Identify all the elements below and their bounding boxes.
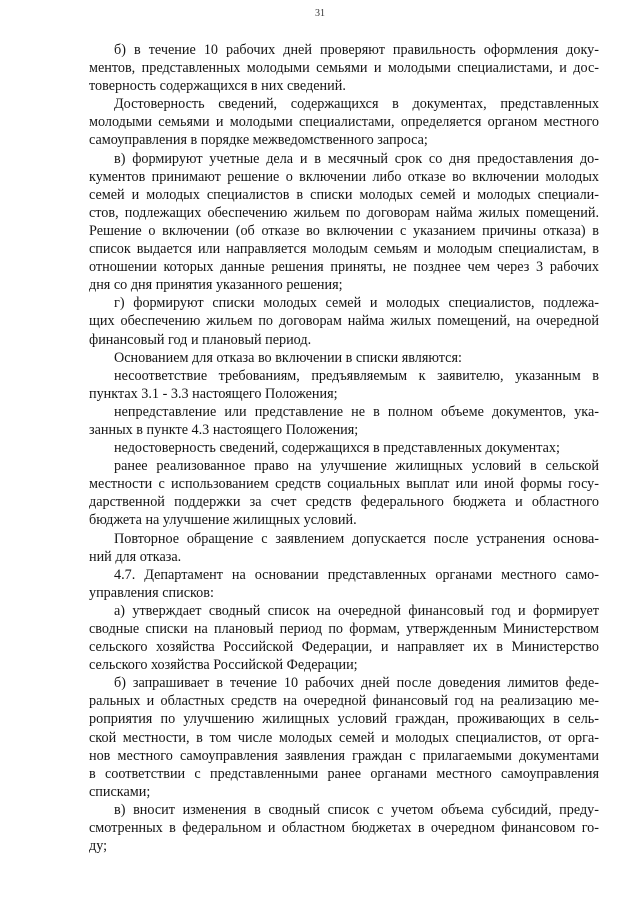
- text-line: Достоверность сведений, содержащихся в документах, представленных: [114, 96, 599, 113]
- paragraph: [89, 439, 599, 457]
- text-line: а) утверждает сводный список на очередной финансовый год и формирует: [114, 602, 599, 619]
- text-line: несоответствие требованиям, предъявляемым к заявителю, указанным в: [114, 367, 599, 384]
- paragraph: [89, 294, 599, 348]
- paragraph: [89, 403, 599, 439]
- paragraph: [89, 150, 599, 295]
- paragraph: [89, 566, 599, 602]
- text-line: Основанием для отказа во включении в списки являются:: [114, 349, 462, 366]
- paragraph: [89, 530, 599, 566]
- text-line: списками;: [89, 783, 151, 800]
- text-line: смотренных в федеральном и областном бюджетах в очередном финансовом го-: [89, 820, 599, 837]
- paragraph: [89, 602, 599, 674]
- text-line: стов, подлежащих обеспечению жильем по договорам найма жилых помещений.: [89, 204, 599, 221]
- text-line: в соответствии с представленными ранее органами местного самоуправления: [89, 765, 599, 782]
- text-line: ду;: [89, 838, 108, 855]
- text-line: список выдается или направляется молодым семьям и молодым специалистам, в: [89, 241, 599, 258]
- text-line: дарственной поддержки за счет средств федерального бюджета и областного: [89, 494, 599, 511]
- text-line: в) формируют учетные дела и в месячный срок со дня предоставления до-: [114, 150, 599, 167]
- text-line: непредставление или представление не в полном объеме документов, ука-: [114, 403, 599, 420]
- text-line: ний для отказа.: [89, 548, 182, 565]
- text-line: отношении которых данные решения приняты, не позднее чем через 3 рабочих: [89, 259, 599, 276]
- text-line: б) в течение 10 рабочих дней проверяют правильность оформления доку-: [114, 42, 599, 58]
- text-line: бюджета на улучшение жилищных условий.: [89, 512, 357, 529]
- text-line: Повторное обращение с заявлением допускается после устранения основа-: [114, 530, 599, 547]
- text-line: семей и молодых специалистов в списки молодых семей и молодых специали-: [89, 186, 599, 203]
- paragraph: [89, 457, 599, 529]
- text-line: кументов принимают решение о включении либо отказе во включении молодых: [89, 168, 599, 185]
- paragraph: [89, 41, 599, 95]
- text-line: товерность содержащихся в них сведений.: [89, 78, 346, 95]
- paragraph: [89, 95, 599, 149]
- text-line: Решение о включении (об отказе во включении с указанием причины отказа) в: [89, 222, 599, 239]
- text-line: ской местности, в том числе молодых семей и молодых специалистов, от орга-: [89, 729, 599, 746]
- text-line: управления списков:: [89, 584, 214, 601]
- text-line: г) формируют списки молодых семей и молодых специалистов, подлежа-: [114, 295, 599, 312]
- text-line: ранее реализованное право на улучшение жилищных условий в сельской: [114, 458, 599, 475]
- paragraph: [89, 367, 599, 403]
- text-line: пунктах 3.1 - 3.3 настоящего Положения;: [89, 385, 338, 402]
- page-number: 31: [315, 8, 325, 19]
- text-line: сельского хозяйства Российской Федерации, и направляет их в Министерство: [89, 639, 599, 656]
- text-line: щих обеспечению жильем по договорам найма жилых помещений, на очередной: [89, 313, 599, 330]
- text-line: сводные списки на плановый период по формам, утвержденным Министерством: [89, 621, 599, 637]
- text-line: 4.7. Департамент на основании представленных органами местного само-: [114, 566, 599, 583]
- text-line: ральных и областных средств на очередной финансовый год на реализацию ме-: [89, 693, 599, 710]
- text-line: в) вносит изменения в сводный список с учетом объема субсидий, преду-: [114, 801, 599, 818]
- paragraph: [89, 674, 599, 801]
- text-line: финансовый год и плановый период.: [89, 331, 312, 348]
- paragraph: [89, 801, 599, 855]
- text-line: дня со дня принятия указанного решения;: [89, 277, 343, 294]
- text-line: местности с использованием средств социальных выплат или иной формы госу-: [89, 476, 599, 493]
- text-line: б) запрашивает в течение 10 рабочих дней после доведения лимитов феде-: [114, 675, 599, 692]
- text-line: самоуправления в порядке межведомственного запроса;: [89, 132, 428, 149]
- paragraph: [89, 349, 599, 367]
- text-line: занных в пункте 4.3 настоящего Положения;: [89, 421, 359, 438]
- text-line: молодыми семьями и молодыми специалистами, определяется органом местного: [89, 114, 599, 131]
- text-line: сельского хозяйства Российской Федерации;: [89, 657, 358, 674]
- text-line: роприятия по улучшению жилищных условий граждан, проживающих в сель-: [89, 711, 599, 728]
- text-line: недостоверность сведений, содержащихся в представленных документах;: [114, 440, 560, 457]
- document-body: [89, 41, 599, 855]
- text-line: нов местного самоуправления заявления граждан с прилагаемыми документами: [89, 747, 599, 764]
- text-line: ментов, представленных молодыми семьями и молодыми специалистами, и дос-: [89, 60, 599, 77]
